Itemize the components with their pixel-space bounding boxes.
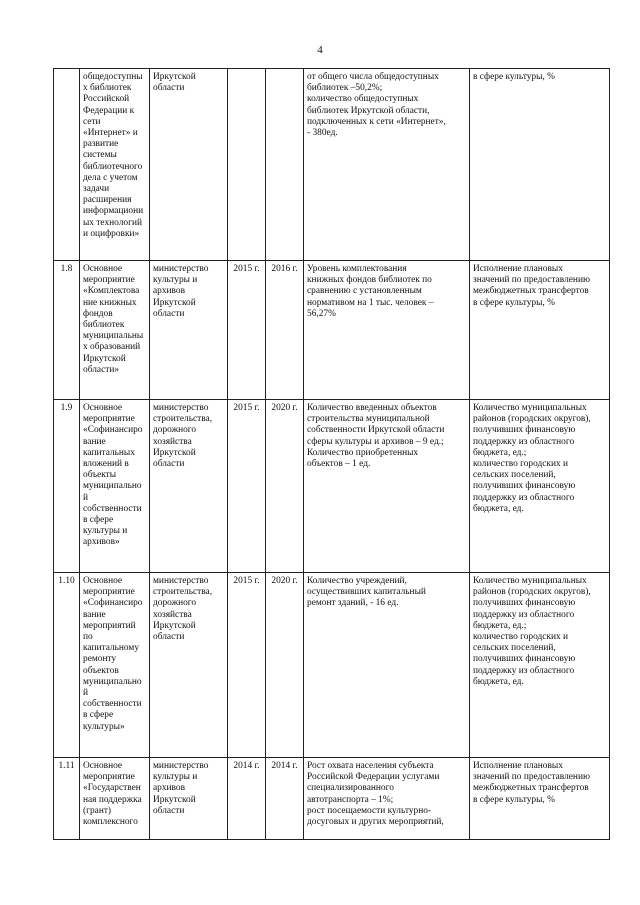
start-year-cell: 2014 г. [228, 758, 266, 840]
expected-result-cell: Рост охвата населения субъекта Российской Федерации услугами специализированного автотранспорта – 1%; рост посещаемости культурно- досуговых и других мероприятий, [304, 758, 470, 840]
indicator-cell: Количество муниципальных районов (городских округов), получивших финансовую поддержку из областного бюджета, ед.; количество городских и сельских поселений, получивших финансовую поддержку из областного бюджета, ед. [470, 400, 610, 573]
table-row [54, 400, 610, 573]
row-number-cell: 1.9 [54, 400, 80, 573]
start-year-cell: 2015 г. [228, 573, 266, 758]
page-number: 4 [317, 44, 323, 56]
row-number-cell: 1.8 [54, 261, 80, 400]
activity-cell: общедоступны х библиотек Российской Федерации к сети «Интернет» и развитие системы библиотечного дела с учетом задачи расширения информациони ых технологий и оцифровки» [80, 69, 150, 261]
expected-result-cell: Количество введенных объектов строительства муниципальной собственности Иркутской области сферы культуры и архивов – 9 ед.; Количество приобретенных объектов – 1 ед. [304, 400, 470, 573]
start-year-cell: 2015 г. [228, 261, 266, 400]
indicator-cell: Исполнение плановых значений по предоставлению межбюджетных трансфертов в сфере культуры, % [470, 758, 610, 840]
end-year-cell: 2020 г. [266, 573, 304, 758]
row-number-cell: 1.10 [54, 573, 80, 758]
expected-result-cell: Уровень комплектования книжных фондов библиотек по сравнению с установленным нормативом на 1 тыс. человек – 56,27% [304, 261, 470, 400]
executor-cell: министерство строительства, дорожного хозяйства Иркутской области [150, 400, 228, 573]
executor-cell: министерство строительства, дорожного хозяйства Иркутской области [150, 573, 228, 758]
table-row [54, 69, 610, 261]
end-year-cell: 2014 г. [266, 758, 304, 840]
program-activities-table [53, 68, 610, 840]
end-year-cell: 2016 г. [266, 261, 304, 400]
expected-result-cell: Количество учреждений, осуществивших капитальный ремонт зданий, - 16 ед. [304, 573, 470, 758]
end-year-cell: 2020 г. [266, 400, 304, 573]
table-row [54, 758, 610, 840]
indicator-cell: Количество муниципальных районов (городских округов), получивших финансовую поддержку из областного бюджета, ед.; количество городских и сельских поселений, получивших финансовую поддержку из областного бюджета, ед. [470, 573, 610, 758]
expected-result-cell: от общего числа общедоступных библиотек –50,2%; количество общедоступных библиотек Иркутской области, подключенных к сети «Интернет», - 380ед. [304, 69, 470, 261]
end-year-cell [266, 69, 304, 261]
executor-cell: министерство культуры и архивов Иркутской области [150, 758, 228, 840]
indicator-cell: Исполнение плановых значений по предоставлению межбюджетных трансфертов в сфере культуры, % [470, 261, 610, 400]
table-row [54, 261, 610, 400]
table-row [54, 573, 610, 758]
start-year-cell: 2015 г. [228, 400, 266, 573]
activity-cell: Основное мероприятие «Софинансиро вание мероприятий по капитальному ремонту объектов муниципально й собственности в сфере культуры» [80, 573, 150, 758]
start-year-cell [228, 69, 266, 261]
activity-cell: Основное мероприятие «Государствен ная поддержка (грант) комплексного [80, 758, 150, 840]
executor-cell: Иркутской области [150, 69, 228, 261]
executor-cell: министерство культуры и архивов Иркутской области [150, 261, 228, 400]
indicator-cell: в сфере культуры, % [470, 69, 610, 261]
row-number-cell [54, 69, 80, 261]
row-number-cell: 1.11 [54, 758, 80, 840]
activity-cell: Основное мероприятие «Софинансиро вание капитальных вложений в объекты муниципально й собственности в сфере культуры и архивов» [80, 400, 150, 573]
activity-cell: Основное мероприятие «Комплектова ние книжных фондов библиотек муниципальны х образований Иркутской области» [80, 261, 150, 400]
